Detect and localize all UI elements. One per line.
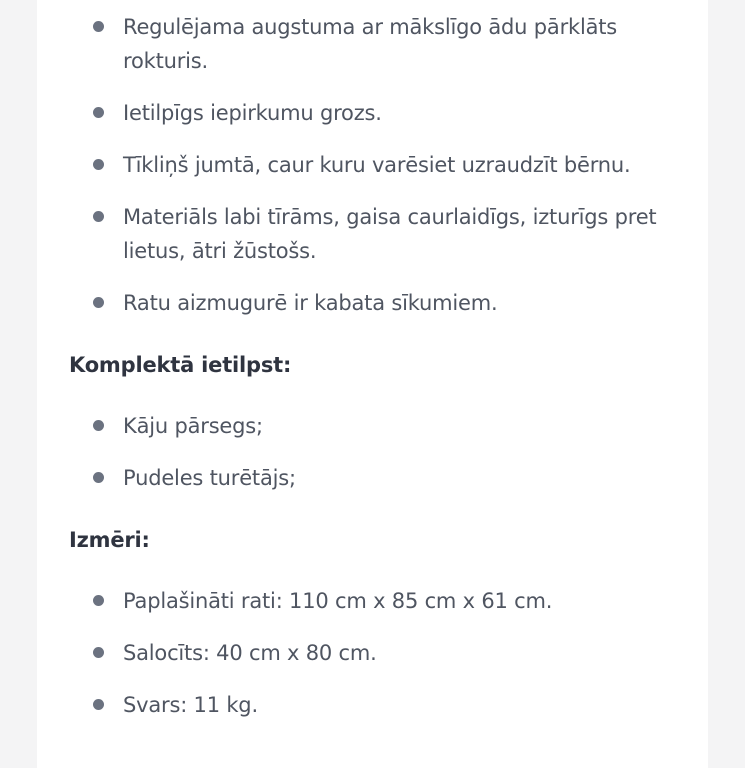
- dimensions-list: [69, 584, 689, 740]
- list-item: Ietilpīgs iepirkumu grozs.: [69, 96, 689, 130]
- list-item: Salocīts: 40 cm x 80 cm.: [69, 636, 689, 670]
- included-list: [69, 409, 689, 513]
- list-item: Ratu aizmugurē ir kabata sīkumiem.: [69, 286, 689, 320]
- features-list: [69, 10, 689, 338]
- list-item: Regulējama augstuma ar mākslīgo ādu pārklāts rokturis.: [69, 10, 689, 78]
- list-item: Kāju pārsegs;: [69, 409, 689, 443]
- list-item: Tīkliņš jumtā, caur kuru varēsiet uzraudzīt bērnu.: [69, 148, 689, 182]
- list-item: Materiāls labi tīrāms, gaisa caurlaidīgs, izturīgs pret lietus, ātri žūstošs.: [69, 200, 689, 268]
- dimensions-heading: Izmēri:: [69, 528, 150, 552]
- list-item: Paplašināti rati: 110 cm x 85 cm x 61 cm.: [69, 584, 689, 618]
- list-item: Svars: 11 kg.: [69, 688, 689, 722]
- list-item: Pudeles turētājs;: [69, 461, 689, 495]
- included-heading: Komplektā ietilpst:: [69, 353, 292, 377]
- product-description-card: [37, 0, 708, 768]
